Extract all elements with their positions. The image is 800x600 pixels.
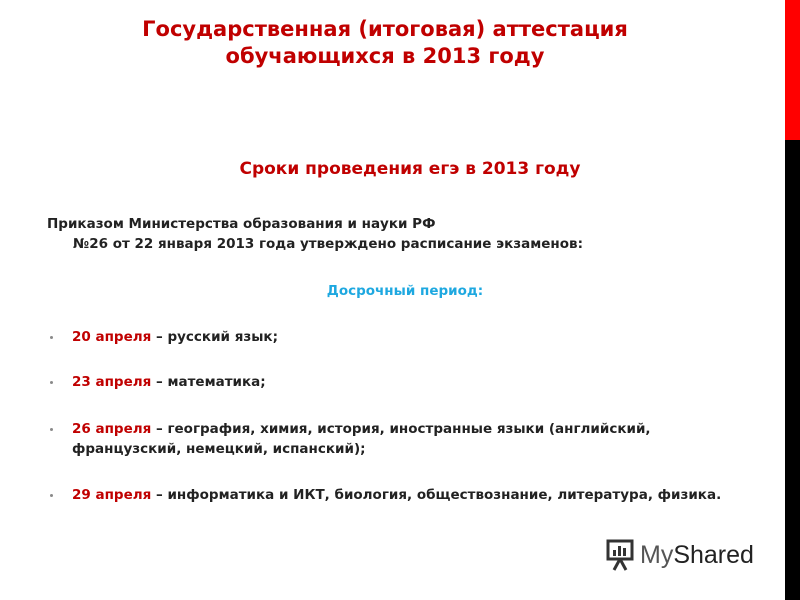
list-item <box>50 419 750 459</box>
bullet-icon <box>50 494 53 497</box>
list-item <box>50 372 750 392</box>
brand-my: My <box>640 540 674 569</box>
item-text: – география, химия, история, иностранные языки (английский, французский, немецкий, испанский); <box>72 421 651 457</box>
myshared-watermark <box>606 537 766 573</box>
title-line-2: обучающихся в 2013 году <box>225 44 545 68</box>
bullet-icon <box>50 381 53 384</box>
presentation-board-icon <box>606 539 636 571</box>
item-text: – русский язык; <box>151 329 278 345</box>
watermark-brand <box>640 541 754 570</box>
item-text: – информатика и ИКТ, биология, обществознание, литература, физика. <box>151 487 722 503</box>
intro-line-2: №26 от 22 января 2013 года утверждено расписание экзаменов: <box>73 236 583 252</box>
list-item <box>50 327 750 347</box>
side-bar-red <box>785 0 800 140</box>
period-heading: Досрочный период: <box>326 283 484 299</box>
item-text: – математика; <box>151 374 266 390</box>
list-item <box>50 485 750 505</box>
intro-paragraph <box>47 214 687 254</box>
item-date: 26 апреля <box>72 421 152 437</box>
bullet-icon <box>50 336 53 339</box>
bullet-icon <box>50 428 53 431</box>
brand-shared: Shared <box>673 540 754 569</box>
item-date: 29 апреля <box>72 487 152 503</box>
title-line-1: Государственная (итоговая) аттестация <box>142 17 628 41</box>
slide-subtitle: Сроки проведения егэ в 2013 году <box>239 159 581 179</box>
item-date: 20 апреля <box>72 329 152 345</box>
intro-line-1: Приказом Министерства образования и науки РФ <box>47 216 436 232</box>
slide-title <box>80 16 690 70</box>
side-bar-black <box>785 140 800 600</box>
item-date: 23 апреля <box>72 374 152 390</box>
